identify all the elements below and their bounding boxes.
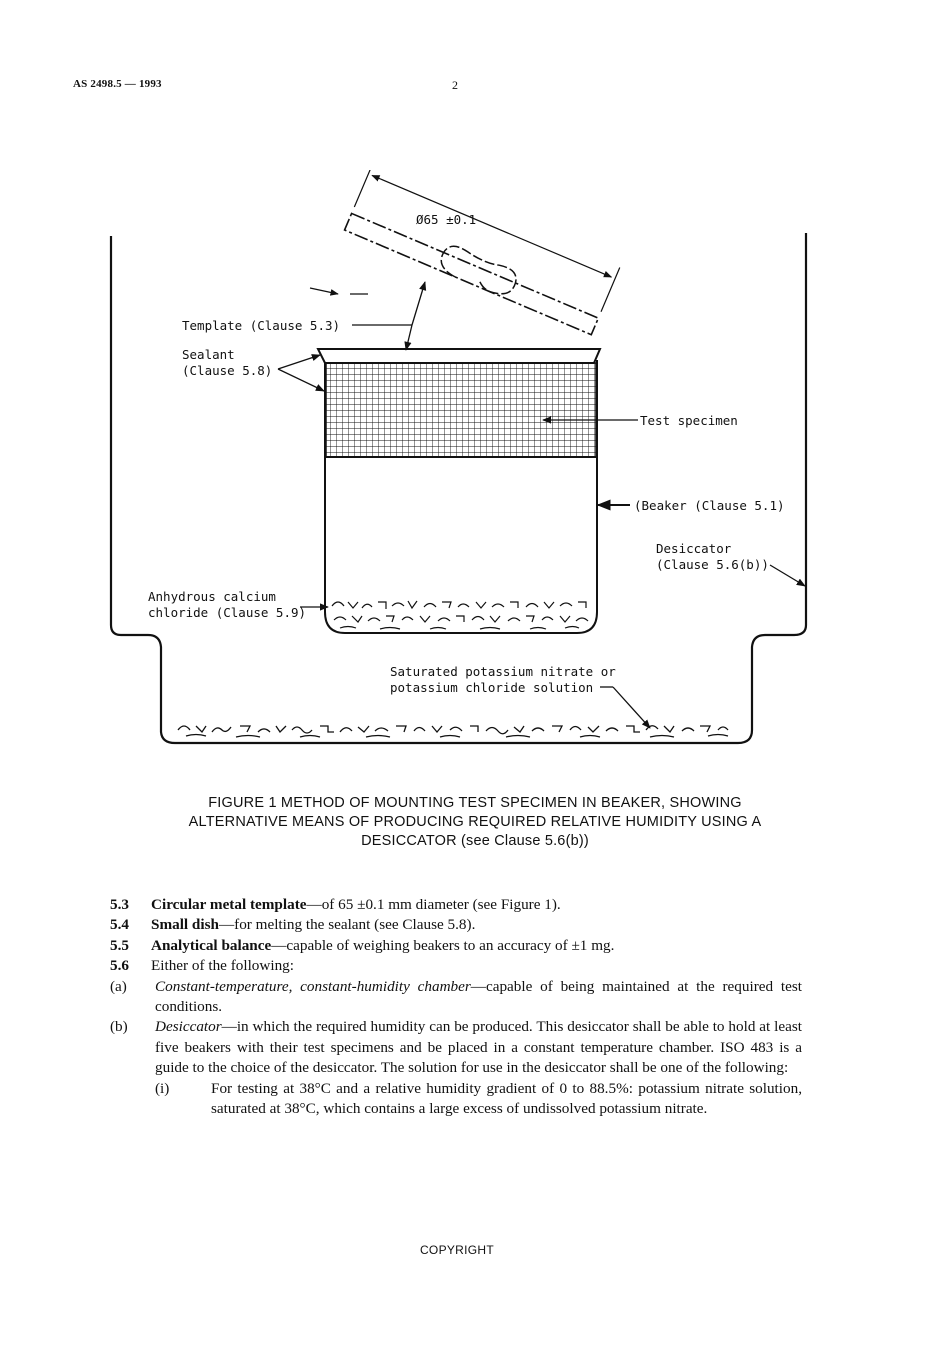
test-specimen-grid — [326, 363, 596, 457]
caption-line: FIGURE 1 METHOD OF MOUNTING TEST SPECIMEN IN BEAKER, SHOWING — [208, 795, 742, 811]
item-text: —in which the required humidity can be produced. This desiccator shall be able to hold at least five beakers with their test specimens and be placed in a constant temperature chamber. ISO 483 is a guide to the choice of the desiccator. The solution for use in the desiccator shall be one of the following: — [155, 1018, 802, 1077]
clause-5-6 — [110, 956, 802, 976]
label-saturated: Saturated potassium nitrate or — [390, 664, 616, 679]
caption-line: DESICCATOR (see Clause 5.6(b)) — [361, 833, 589, 849]
item-label: (i) — [155, 1079, 170, 1097]
label-anhydrous: Anhydrous calcium — [148, 589, 276, 604]
standard-designation: AS 2498.5 — 1993 — [73, 78, 162, 90]
clause-list — [110, 895, 802, 1119]
sealant-rim — [318, 349, 600, 363]
label-anhydrous-clause: chloride (Clause 5.9) — [148, 605, 307, 620]
item-term: Desiccator — [155, 1018, 222, 1036]
label-template: Template (Clause 5.3) — [182, 318, 341, 333]
clause-text: —of 65 ±0.1 mm diameter (see Figure 1). — [306, 896, 561, 913]
label-desiccator-clause: (Clause 5.6(b)) — [656, 557, 769, 572]
item-label: (b) — [110, 1018, 128, 1036]
clause-5-5 — [110, 936, 802, 956]
clause-term: Circular metal template — [151, 896, 307, 913]
item-text: For testing at 38°C and a relative humidity gradient of 0 to 88.5%: potassium nitrate solution, saturated at 38°C, which contains a large excess of undissolved potassium nitrate. — [211, 1079, 802, 1118]
clause-number: 5.5 — [110, 936, 129, 954]
item-label: (a) — [110, 977, 127, 995]
label-sealant-clause: (Clause 5.8) — [182, 363, 273, 378]
label-sealant: Sealant — [182, 347, 235, 362]
label-diameter: Ø65 ±0.1 — [416, 212, 477, 227]
label-beaker: (Beaker (Clause 5.1) — [634, 498, 785, 513]
clause-text: —capable of weighing beakers to an accuracy of ±1 mg. — [271, 936, 615, 954]
clause-term: Analytical balance — [151, 936, 272, 954]
clause-text: —for melting the sealant (see Clause 5.8). — [218, 916, 476, 934]
page-number: 2 — [452, 78, 458, 92]
copyright-footer: COPYRIGHT — [419, 1243, 495, 1257]
item-i — [155, 1079, 802, 1120]
clause-number: 5.6 — [110, 957, 129, 975]
solution-crystals — [178, 726, 728, 737]
label-desiccator: Desiccator — [656, 541, 732, 556]
label-saturated-2: potassium chloride solution — [390, 680, 594, 695]
item-term: Constant-temperature, constant-humidity chamber — [155, 977, 471, 995]
figure-caption — [100, 794, 850, 851]
item-b — [110, 1017, 802, 1078]
clause-text: Either of the following: — [151, 957, 294, 975]
label-test-specimen: Test specimen — [640, 413, 738, 428]
clause-5-4 — [110, 915, 802, 935]
clause-number: 5.4 — [110, 916, 129, 934]
clause-term: Small dish — [151, 916, 219, 934]
clause-number: 5.3 — [110, 896, 129, 913]
caption-line: ALTERNATIVE MEANS OF PRODUCING REQUIRED RELATIVE HUMIDITY USING A — [188, 814, 762, 830]
item-text: —capable of being maintained at the required test conditions. — [155, 977, 802, 1016]
item-a — [110, 977, 802, 1018]
calcium-chloride-crystals — [332, 601, 588, 629]
template-drawing — [345, 170, 620, 335]
figure-1-diagram — [0, 170, 950, 770]
clause-5-3 — [110, 895, 802, 915]
